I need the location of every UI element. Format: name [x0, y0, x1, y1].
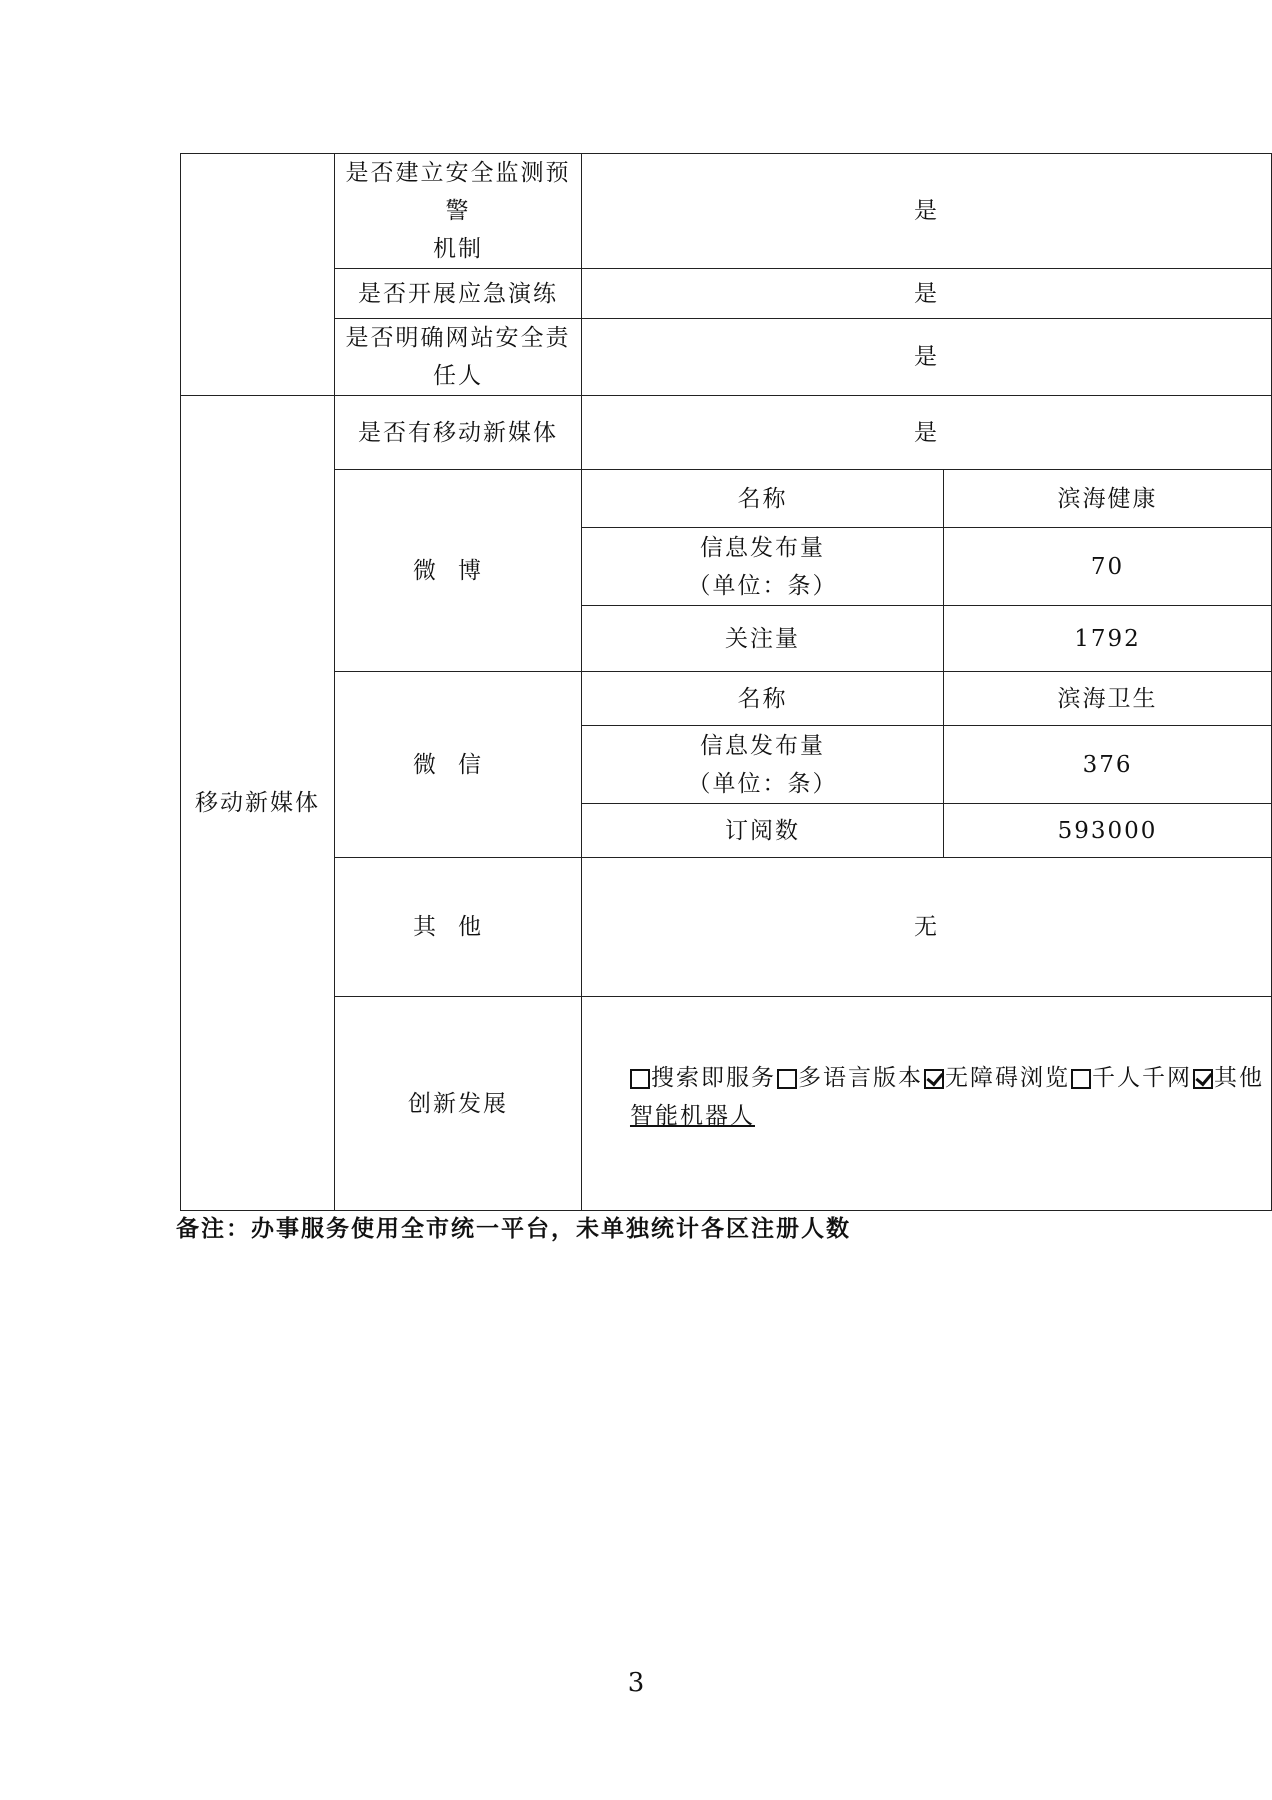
checkbox[interactable] [1071, 1069, 1091, 1089]
innovation-section-label: 创新发展 [334, 997, 581, 1211]
security-owner-label: 是否明确网站安全责任人 [334, 319, 581, 396]
other-media-value: 无 [581, 858, 1271, 997]
page-number: 3 [627, 1668, 645, 1698]
innovation-options-cell [581, 997, 1271, 1211]
table-row [181, 672, 1272, 726]
table-row [181, 154, 1272, 269]
weibo-follow-key: 关注量 [581, 606, 943, 672]
wechat-subs-key: 订阅数 [581, 804, 943, 858]
innovation-options [630, 1059, 1265, 1097]
emergency-drill-label: 是否开展应急演练 [334, 269, 581, 319]
security-monitoring-value: 是 [581, 154, 1271, 269]
report-table [180, 153, 1272, 1211]
table-row [181, 997, 1272, 1211]
checkbox[interactable] [777, 1069, 797, 1089]
has-mobile-media-value: 是 [581, 396, 1271, 470]
table-row [181, 470, 1272, 528]
table-row [181, 319, 1272, 396]
has-mobile-media-label: 是否有移动新媒体 [334, 396, 581, 470]
footnote: 备注：办事服务使用全市统一平台，未单独统计各区注册人数 [176, 1216, 851, 1242]
weibo-name-value: 滨海健康 [944, 470, 1272, 528]
wechat-posts-value: 376 [944, 726, 1272, 804]
option-personalized[interactable]: 千人千网 [1071, 1065, 1193, 1091]
weibo-label: 微博 [334, 470, 581, 672]
table-row [181, 396, 1272, 470]
wechat-label: 微信 [334, 672, 581, 858]
other-media-label: 其他 [334, 858, 581, 997]
checkbox-checked[interactable] [924, 1069, 944, 1089]
weibo-posts-value: 70 [944, 528, 1272, 606]
emergency-drill-value: 是 [581, 269, 1271, 319]
mobile-media-section-label: 移动新媒体 [181, 396, 335, 1211]
weibo-follow-value: 1792 [944, 606, 1272, 672]
other-innovation-value: 智能机器人 [629, 1102, 755, 1129]
option-search-as-service[interactable]: 搜索即服务 [630, 1065, 777, 1091]
wechat-name-key: 名称 [581, 672, 943, 726]
wechat-posts-key: 信息发布量 （单位：条） [581, 726, 943, 804]
option-accessibility[interactable]: 无障碍浏览 [924, 1065, 1071, 1091]
table-row [181, 858, 1272, 997]
weibo-posts-key: 信息发布量 （单位：条） [581, 528, 943, 606]
option-other[interactable]: 其他 [1193, 1065, 1265, 1091]
security-monitoring-label: 是否建立安全监测预警 机制 [334, 154, 581, 269]
checkbox-checked[interactable] [1193, 1069, 1213, 1089]
weibo-name-key: 名称 [581, 470, 943, 528]
option-multilingual[interactable]: 多语言版本 [777, 1065, 924, 1091]
wechat-name-value: 滨海卫生 [944, 672, 1272, 726]
security-owner-value: 是 [581, 319, 1271, 396]
table-row [181, 269, 1272, 319]
empty-section-cell [181, 154, 335, 396]
wechat-subs-value: 593000 [944, 804, 1272, 858]
checkbox[interactable] [630, 1069, 650, 1089]
